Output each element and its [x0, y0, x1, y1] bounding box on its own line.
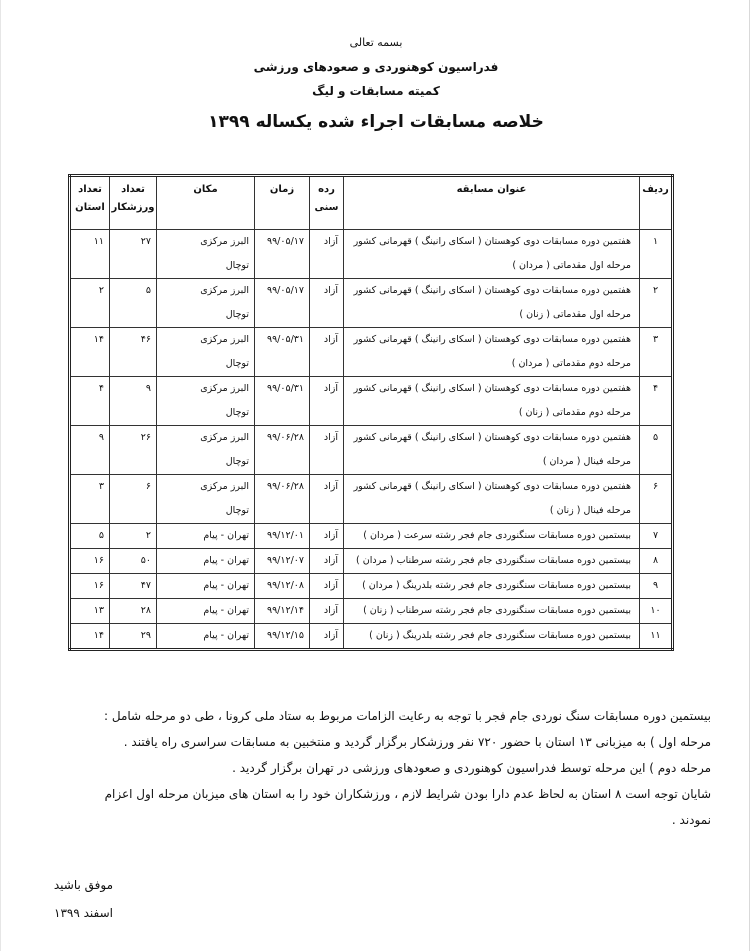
- table-row: [70, 426, 673, 475]
- cell-provinces: [70, 426, 110, 475]
- cell-provinces-text: ۹: [98, 432, 104, 443]
- table-row: [70, 624, 673, 650]
- cell-title-text: مرحله اول مقدماتی ( مردان ): [512, 260, 631, 271]
- cell-place: [157, 475, 255, 524]
- cell-place-text: البرز مرکزی: [200, 432, 249, 443]
- cell-category-text: آزاد: [323, 580, 338, 591]
- closing-date: اسفند ۱۳۹۹: [54, 906, 113, 920]
- table-row: [70, 328, 673, 377]
- cell-place-text: تهران - پیام: [203, 555, 249, 566]
- cell-date-text: ۹۹/۱۲/۰۱: [266, 530, 304, 541]
- cell-category-text: آزاد: [323, 630, 338, 641]
- cell-date: [255, 549, 310, 574]
- cell-provinces: [70, 574, 110, 599]
- cell-category-text: آزاد: [323, 236, 338, 247]
- cell-athletes-text: ۲۶: [140, 432, 151, 443]
- cell-provinces-text: ۴: [98, 383, 104, 394]
- cell-provinces: [70, 328, 110, 377]
- cell-athletes: [110, 377, 157, 426]
- cell-provinces: [70, 475, 110, 524]
- cell-athletes-text: ۲۸: [140, 605, 151, 616]
- cell-date-text: ۹۹/۰۶/۲۸: [266, 481, 304, 492]
- cell-category: [310, 549, 344, 574]
- cell-row-number: [640, 624, 673, 650]
- cell-date-text: ۹۹/۰۵/۱۷: [266, 236, 304, 247]
- cell-title-text: مرحله دوم مقدماتی ( مردان ): [511, 358, 631, 369]
- table-row: [70, 524, 673, 549]
- cell-row-number-text: ۱۰: [650, 605, 661, 616]
- cell-date: [255, 377, 310, 426]
- table-row: [70, 377, 673, 426]
- cell-date: [255, 524, 310, 549]
- table-row: [70, 574, 673, 599]
- cell-date-text: ۹۹/۰۶/۲۸: [266, 432, 304, 443]
- cell-place: [157, 524, 255, 549]
- cell-athletes-text: ۲: [145, 530, 151, 541]
- cell-category: [310, 230, 344, 279]
- cell-row-number: [640, 599, 673, 624]
- cell-title-text: بیستمین دوره مسابقات سنگنوردی جام فجر رشته بلدرینگ ( مردان ): [362, 580, 631, 591]
- cell-title-text: هفتمین دوره مسابقات دوی کوهستان ( اسکای رانینگ ) قهرمانی کشور: [353, 432, 631, 443]
- cell-title-text: مرحله فینال ( مردان ): [542, 456, 631, 467]
- cell-title-text: بیستمین دوره مسابقات سنگنوردی جام فجر رشته سرطناب ( زنان ): [363, 605, 631, 616]
- cell-provinces: [70, 230, 110, 279]
- header-place: مکان: [157, 176, 255, 230]
- cell-provinces-text: ۳: [98, 481, 104, 492]
- cell-title-text: هفتمین دوره مسابقات دوی کوهستان ( اسکای رانینگ ) قهرمانی کشور: [353, 334, 631, 345]
- cell-provinces-text: ۲: [98, 285, 104, 296]
- cell-title: [344, 599, 640, 624]
- cell-title-text: هفتمین دوره مسابقات دوی کوهستان ( اسکای رانینگ ) قهرمانی کشور: [353, 285, 631, 296]
- cell-date-text: ۹۹/۰۵/۳۱: [266, 383, 304, 394]
- summary-paragraph: [31, 703, 711, 833]
- cell-athletes: [110, 279, 157, 328]
- cell-date: [255, 279, 310, 328]
- cell-title-text: هفتمین دوره مسابقات دوی کوهستان ( اسکای رانینگ ) قهرمانی کشور: [353, 481, 631, 492]
- cell-provinces: [70, 549, 110, 574]
- cell-row-number-text: ۹: [652, 580, 659, 591]
- page-title: خلاصه مسابقات اجراء شده یکساله ۱۳۹۹: [208, 112, 544, 132]
- cell-athletes-text: ۶: [145, 481, 151, 492]
- header-title: عنوان مسابقه: [344, 176, 640, 230]
- cell-place: [157, 624, 255, 650]
- cell-place: [157, 279, 255, 328]
- cell-athletes: [110, 475, 157, 524]
- cell-row-number-text: ۷: [652, 530, 659, 541]
- header-provinces: تعداد استان: [70, 176, 110, 230]
- paragraph-line: نمودند .: [671, 813, 711, 827]
- cell-title: [344, 426, 640, 475]
- cell-row-number-text: ۳: [652, 334, 659, 345]
- cell-place-text: توچال: [225, 260, 249, 271]
- cell-provinces-text: ۱۶: [93, 555, 104, 566]
- cell-athletes: [110, 230, 157, 279]
- committee-name: کمیته مسابقات و لیگ: [312, 84, 440, 98]
- cell-place: [157, 574, 255, 599]
- cell-athletes-text: ۵۰: [140, 555, 151, 566]
- cell-place-text: تهران - پیام: [203, 530, 249, 541]
- cell-athletes: [110, 524, 157, 549]
- cell-date-text: ۹۹/۱۲/۰۷: [266, 555, 304, 566]
- table-row: [70, 549, 673, 574]
- cell-title: [344, 549, 640, 574]
- cell-title: [344, 230, 640, 279]
- cell-provinces-text: ۱۳: [93, 605, 104, 616]
- cell-title-text: بیستمین دوره مسابقات سنگنوردی جام فجر رشته بلدرینگ ( زنان ): [369, 630, 631, 641]
- cell-date: [255, 328, 310, 377]
- cell-title: [344, 377, 640, 426]
- cell-place-text: تهران - پیام: [203, 630, 249, 641]
- cell-place-text: البرز مرکزی: [200, 236, 249, 247]
- table-row: [70, 475, 673, 524]
- cell-athletes: [110, 624, 157, 650]
- table-header-row: [70, 176, 673, 230]
- cell-place-text: توچال: [225, 505, 249, 516]
- paragraph-line: بیستمین دوره مسابقات سنگ نوردی جام فجر با توجه به رعایت الزامات مربوط به ستاد ملی کرونا ، طی دو مرحله شامل :: [104, 709, 711, 723]
- cell-athletes: [110, 426, 157, 475]
- cell-category-text: آزاد: [323, 530, 338, 541]
- cell-row-number-text: ۵: [652, 432, 659, 443]
- cell-place: [157, 328, 255, 377]
- cell-category: [310, 377, 344, 426]
- cell-place: [157, 599, 255, 624]
- cell-category: [310, 279, 344, 328]
- header-category: رده سنی: [310, 176, 344, 230]
- cell-title-text: بیستمین دوره مسابقات سنگنوردی جام فجر رشته سرعت ( مردان ): [363, 530, 631, 541]
- cell-row-number-text: ۱۱: [650, 630, 661, 641]
- cell-row-number: [640, 426, 673, 475]
- cell-date-text: ۹۹/۱۲/۱۵: [266, 630, 304, 641]
- cell-category-text: آزاد: [323, 334, 338, 345]
- cell-provinces-text: ۵: [98, 530, 104, 541]
- cell-place: [157, 230, 255, 279]
- competitions-table: [68, 174, 674, 651]
- cell-provinces: [70, 377, 110, 426]
- cell-athletes: [110, 549, 157, 574]
- cell-row-number: [640, 549, 673, 574]
- cell-date-text: ۹۹/۰۵/۱۷: [266, 285, 304, 296]
- cell-date-text: ۹۹/۰۵/۳۱: [266, 334, 304, 345]
- cell-category: [310, 475, 344, 524]
- cell-title-text: هفتمین دوره مسابقات دوی کوهستان ( اسکای رانینگ ) قهرمانی کشور: [353, 383, 631, 394]
- cell-place: [157, 377, 255, 426]
- header-row-number: ردیف: [640, 176, 673, 230]
- cell-provinces: [70, 599, 110, 624]
- cell-date: [255, 624, 310, 650]
- header-athletes: تعداد ورزشکار: [110, 176, 157, 230]
- cell-category: [310, 328, 344, 377]
- cell-athletes-text: ۹: [145, 383, 151, 394]
- cell-provinces: [70, 524, 110, 549]
- cell-row-number: [640, 377, 673, 426]
- header-date: زمان: [255, 176, 310, 230]
- cell-title: [344, 574, 640, 599]
- cell-category-text: آزاد: [323, 285, 338, 296]
- paragraph-line: شایان توجه است ۸ استان به لحاظ عدم دارا بودن شرایط لازم ، ورزشکاران خود را به استان های میزبان مرحله اول اعزام: [104, 787, 711, 801]
- cell-category-text: آزاد: [323, 481, 338, 492]
- cell-athletes: [110, 599, 157, 624]
- cell-category-text: آزاد: [323, 555, 338, 566]
- cell-place-text: توچال: [225, 358, 249, 369]
- cell-title: [344, 475, 640, 524]
- cell-provinces: [70, 279, 110, 328]
- table-row: [70, 279, 673, 328]
- cell-place-text: البرز مرکزی: [200, 481, 249, 492]
- cell-place-text: توچال: [225, 456, 249, 467]
- cell-category-text: آزاد: [323, 605, 338, 616]
- cell-title-text: مرحله فینال ( زنان ): [549, 505, 631, 516]
- cell-place-text: البرز مرکزی: [200, 334, 249, 345]
- cell-title-text: بیستمین دوره مسابقات سنگنوردی جام فجر رشته سرطناب ( مردان ): [356, 555, 631, 566]
- cell-row-number-text: ۲: [652, 285, 659, 296]
- cell-row-number-text: ۱: [652, 236, 659, 247]
- cell-provinces-text: ۱۴: [93, 334, 104, 345]
- cell-title: [344, 328, 640, 377]
- cell-row-number: [640, 574, 673, 599]
- cell-category-text: آزاد: [323, 383, 338, 394]
- cell-row-number-text: ۶: [652, 481, 659, 492]
- cell-athletes-text: ۲۹: [140, 630, 151, 641]
- paragraph-line: مرحله دوم ) این مرحله توسط فدراسیون کوهنوردی و صعودهای ورزشی در تهران برگزار گردید .: [232, 761, 711, 775]
- cell-row-number: [640, 475, 673, 524]
- cell-title: [344, 279, 640, 328]
- cell-row-number: [640, 524, 673, 549]
- cell-place: [157, 549, 255, 574]
- cell-date: [255, 426, 310, 475]
- cell-athletes: [110, 574, 157, 599]
- cell-place-text: تهران - پیام: [203, 605, 249, 616]
- cell-athletes-text: ۵: [145, 285, 151, 296]
- cell-title-text: مرحله دوم مقدماتی ( زنان ): [518, 407, 631, 418]
- cell-date: [255, 475, 310, 524]
- cell-row-number-text: ۸: [652, 555, 659, 566]
- cell-category: [310, 624, 344, 650]
- cell-title-text: مرحله اول مقدماتی ( زنان ): [519, 309, 631, 320]
- cell-date: [255, 230, 310, 279]
- cell-category: [310, 599, 344, 624]
- cell-date: [255, 599, 310, 624]
- cell-provinces-text: ۱۴: [93, 630, 104, 641]
- cell-row-number-text: ۴: [652, 383, 659, 394]
- table-row: [70, 599, 673, 624]
- cell-category-text: آزاد: [323, 432, 338, 443]
- cell-date-text: ۹۹/۱۲/۱۴: [266, 605, 304, 616]
- table-row: [70, 230, 673, 279]
- cell-title-text: هفتمین دوره مسابقات دوی کوهستان ( اسکای رانینگ ) قهرمانی کشور: [353, 236, 631, 247]
- cell-athletes: [110, 328, 157, 377]
- cell-row-number: [640, 279, 673, 328]
- cell-place-text: توچال: [225, 407, 249, 418]
- cell-row-number: [640, 230, 673, 279]
- cell-title: [344, 524, 640, 549]
- cell-category: [310, 524, 344, 549]
- closing-text: موفق باشید: [53, 878, 113, 892]
- invocation: بسمه تعالی: [349, 36, 403, 49]
- cell-athletes-text: ۴۷: [140, 580, 151, 591]
- cell-place: [157, 426, 255, 475]
- cell-athletes-text: ۲۷: [140, 236, 151, 247]
- cell-provinces-text: ۱۶: [93, 580, 104, 591]
- paragraph-line: مرحله اول ) به میزبانی ۱۳ استان با حضور ۷۲۰ نفر ورزشکار برگزار گردید و منتخبین به مسابقات سراسری راه یافتند .: [123, 735, 711, 749]
- cell-row-number: [640, 328, 673, 377]
- cell-date-text: ۹۹/۱۲/۰۸: [266, 580, 304, 591]
- cell-provinces: [70, 624, 110, 650]
- cell-place-text: توچال: [225, 309, 249, 320]
- cell-place-text: البرز مرکزی: [200, 383, 249, 394]
- cell-category: [310, 574, 344, 599]
- cell-category: [310, 426, 344, 475]
- cell-place-text: البرز مرکزی: [200, 285, 249, 296]
- cell-title: [344, 624, 640, 650]
- cell-place-text: تهران - پیام: [203, 580, 249, 591]
- federation-name: فدراسیون کوهنوردی و صعودهای ورزشی: [253, 60, 499, 74]
- cell-provinces-text: ۱۱: [93, 236, 104, 247]
- cell-athletes-text: ۴۶: [140, 334, 151, 345]
- cell-date: [255, 574, 310, 599]
